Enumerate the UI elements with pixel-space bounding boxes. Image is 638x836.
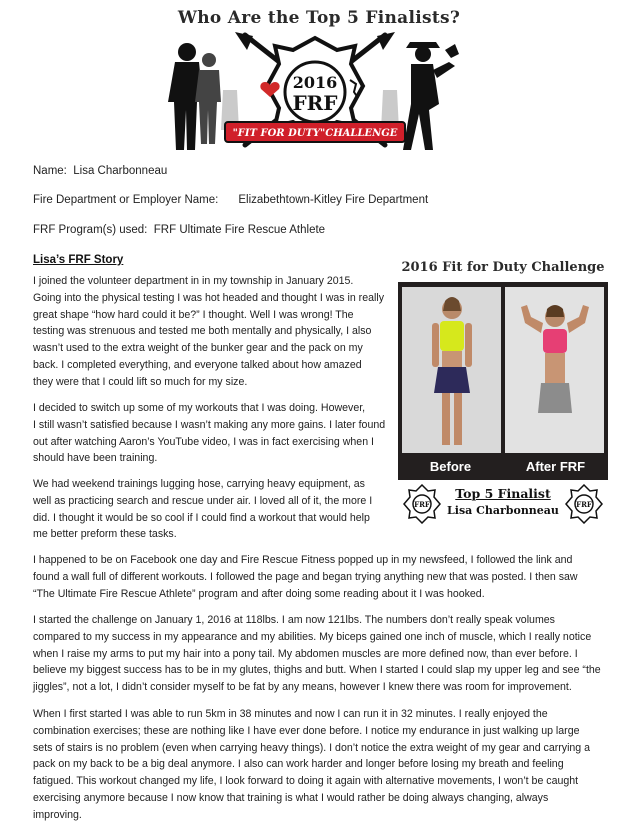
challenge-logo bbox=[165, 30, 465, 155]
paragraph-line: Going into the physical testing I was hot headed and thought I was in really bbox=[33, 291, 384, 304]
frf-badge-left-icon bbox=[402, 484, 442, 524]
department-row bbox=[33, 194, 428, 206]
paragraph-line: compared to my success in my appearance and my abilities. My biceps gained one inch of muscle, which I really notice bbox=[33, 630, 592, 643]
department-value: Elizabethtown-Kitley Fire Department bbox=[238, 194, 429, 206]
story-paragraph-2 bbox=[33, 400, 393, 467]
paragraph-line: great shape “how hard could it be?” I thought. Well I was wrong! The bbox=[33, 308, 354, 321]
paragraph-line: testing was strenuous and tested me both mentally and physically, I also bbox=[33, 325, 372, 338]
finalist-badge-row bbox=[398, 484, 608, 526]
silhouettes-left-icon bbox=[168, 43, 221, 150]
before-after-panel bbox=[398, 282, 608, 480]
paragraph-line: I still wasn’t satisfied because I wasn’t making any more gains. I later found bbox=[33, 418, 386, 431]
department-label: Fire Department or Employer Name: bbox=[33, 194, 219, 206]
paragraph-line: believe my biggest success has to be in my glutes, thighs and butt. When I started I could slap my upper leg and see “the bbox=[33, 664, 601, 677]
paragraph-line: should have been training. bbox=[33, 452, 158, 465]
name-row bbox=[33, 165, 167, 177]
sidebar-title: 2016 Fit for Duty Challenge bbox=[401, 260, 605, 275]
name-label: Name: bbox=[33, 165, 67, 177]
story-paragraph-3 bbox=[33, 476, 393, 543]
svg-text:FRF: FRF bbox=[414, 500, 430, 509]
paragraph-line: found a wall full of different workouts. I followed the page and began trying anything new that was posted. I then saw bbox=[33, 570, 578, 583]
logo-year: 2016 bbox=[292, 73, 338, 92]
banner-text: "FIT FOR DUTY"CHALLENGE bbox=[232, 128, 398, 139]
paragraph-line: they were that I could lift so much for my size. bbox=[33, 375, 248, 388]
paragraph-line: jiggles”, not a lot, I didn’t consider myself to be fat by any means, however I knew there was room for improvement. bbox=[33, 681, 572, 694]
story-heading: Lisa’s FRF Story bbox=[33, 254, 124, 266]
program-row bbox=[33, 224, 325, 236]
program-label: FRF Program(s) used: bbox=[33, 224, 148, 236]
paragraph-line: pack on my back to be a big deal anymore. I also can work harder and longer before losing my breath and feeling bbox=[33, 758, 564, 771]
paragraph-line: well as practicing search and rescue under air. I loved all of it, the more I bbox=[33, 494, 373, 507]
paragraph-line: We had weekend trainings lugging hose, carrying heavy equipment, as bbox=[33, 478, 365, 490]
paragraph-line: when I raise my arms to put my hair into a pony tail. My abdomen muscles are more defined now, than ever before. I bbox=[33, 647, 578, 660]
story-paragraph-5 bbox=[33, 612, 623, 696]
story-paragraph-6 bbox=[33, 706, 623, 824]
page-title: Who Are the Top 5 Finalists? bbox=[177, 8, 461, 28]
paragraph-line: fatigued. This workout changed my life, I look forward to doing it again with alternative movements, I won’t be caught bbox=[33, 775, 579, 788]
finalist-name: Lisa Charbonneau bbox=[447, 504, 559, 517]
paragraph-line: sets of stairs is no problem (even when carrying heavy things). I don’t notice the extra weight of my gear and carrying a bbox=[33, 741, 591, 754]
paragraph-line: When I first started I was able to run 5km in 38 minutes and now I can run it in 32 minutes. I really enjoyed the bbox=[33, 708, 548, 720]
before-label: Before bbox=[429, 459, 472, 474]
challenge-banner bbox=[225, 122, 405, 142]
paragraph-line: did. I thought it would be so cool if I could find a workout that would help bbox=[33, 511, 370, 524]
after-photo bbox=[505, 287, 604, 453]
paragraph-line: back. I completed everything, and everyone talked about how amazed bbox=[33, 358, 362, 371]
after-label: After FRF bbox=[525, 459, 586, 474]
paragraph-line: exercising anymore because I now know that training is what I would rather be doing always changing, always bbox=[33, 791, 549, 804]
frf-badge-right-icon bbox=[564, 484, 604, 524]
paragraph-line: combination exercises; these are nothing like I have ever done before. I notice my endurance in just walking up large bbox=[33, 724, 580, 737]
finalist-title: Top 5 Finalist bbox=[455, 486, 551, 501]
paragraph-line: I joined the volunteer department in in my township in January 2015. bbox=[33, 275, 354, 287]
before-photo bbox=[402, 287, 501, 453]
svg-text:FRF: FRF bbox=[576, 500, 592, 509]
paragraph-line: I happened to be on Facebook one day and Fire Rescue Fitness popped up in my newsfeed, I followed the link and bbox=[33, 554, 573, 566]
program-value: FRF Ultimate Fire Rescue Athlete bbox=[153, 224, 326, 236]
name-value: Lisa Charbonneau bbox=[73, 165, 168, 177]
paragraph-line: I decided to switch up some of my workouts that I was doing. However, bbox=[33, 402, 366, 414]
paragraph-line: I started the challenge on January 1, 2016 at 118lbs. I am now 121lbs. The numbers don’t really speak volumes bbox=[33, 614, 555, 626]
paragraph-line: wasn’t used to the extra weight of the bunker gear and the pack on my bbox=[33, 342, 363, 355]
paragraph-line: me better preform these tasks. bbox=[33, 528, 177, 541]
story-paragraph-1 bbox=[33, 273, 393, 391]
firefighter-silhouette-icon bbox=[403, 42, 459, 150]
logo-brand: FRF bbox=[292, 91, 338, 115]
paragraph-line: improving. bbox=[33, 808, 82, 821]
paragraph-line: out after watching Aaron’s YouTube video, I was in fact exercising when I bbox=[33, 435, 374, 448]
story-paragraph-4 bbox=[33, 552, 623, 602]
paragraph-line: “The Ultimate Fire Rescue Athlete” program and after doing some reading about it I was hooked. bbox=[33, 587, 485, 600]
